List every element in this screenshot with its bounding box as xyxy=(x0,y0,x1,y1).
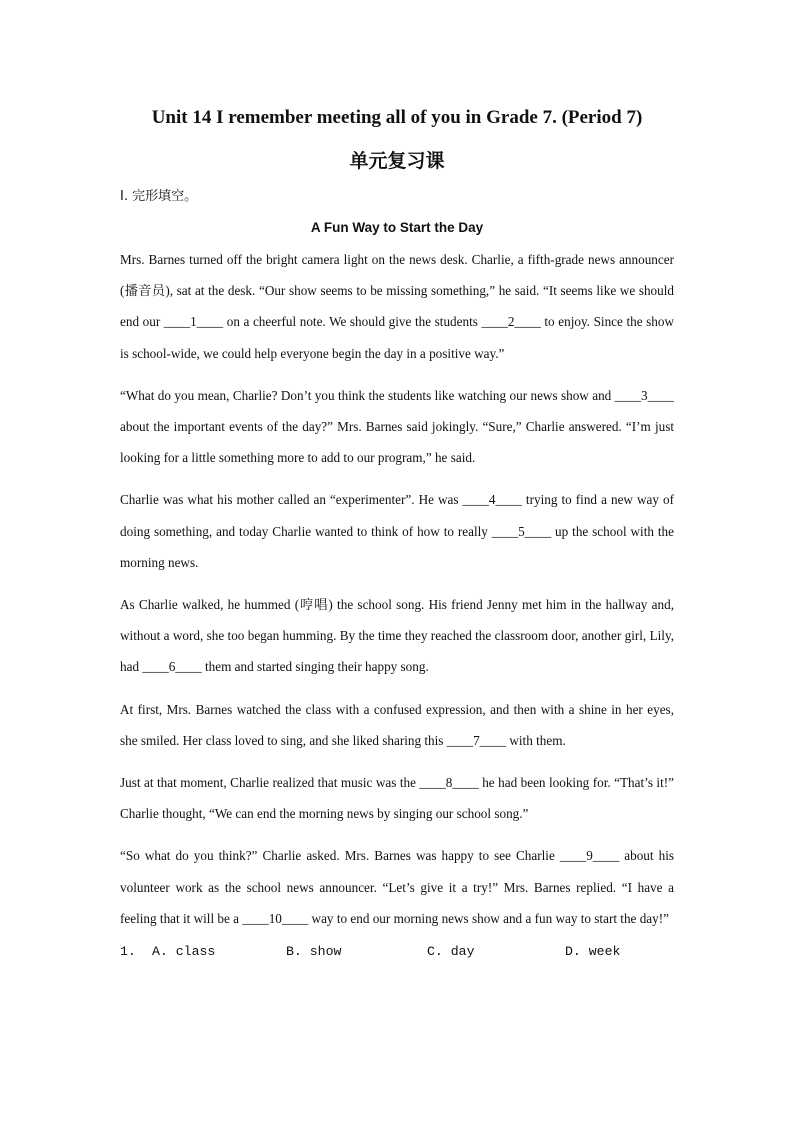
passage-paragraph-7: “So what do you think?” Charlie asked. Mrs. Barnes was happy to see Charlie ____9____ about his volunteer work as the school news announcer. “Let’s give it a try!” Mrs. Barnes replied. “I have a feeling that it will be a ____10____ way to end our morning news show and a fun way to start the day!” xyxy=(120,848,674,926)
passage-title: A Fun Way to Start the Day xyxy=(310,220,484,235)
passage-paragraph-4: As Charlie walked, he hummed (哼唱) the school song. His friend Jenny met him in the hallway and, without a word, she too began humming. By the time they reached the classroom door, another girl, Lily, had ____6____ them and started singing their happy song. xyxy=(120,597,674,675)
section-heading: Ⅰ. 完形填空。 xyxy=(120,189,198,204)
page-subtitle: 单元复习课 xyxy=(349,150,445,172)
passage-paragraph-5: At first, Mrs. Barnes watched the class with a confused expression, and then with a shine in her eyes, she smiled. Her class loved to sing, and she liked sharing this ____7____ with them. xyxy=(120,701,674,748)
passage-paragraph-1: Mrs. Barnes turned off the bright camera light on the news desk. Charlie, a fifth-grade news announcer (播音员), sat at the desk. “Our show seems to be missing something,” he said. “It seems like we should end our ____1____ on a cheerful note. We should give the students ____2____ to enjoy. Since the show is school-wide, we could help everyone begin the day in a positive way.” xyxy=(120,252,674,361)
option-b: B. show xyxy=(286,944,342,960)
option-a: A. class xyxy=(152,944,216,960)
passage-paragraph-2: “What do you mean, Charlie? Don’t you think the students like watching our news show and ____3____ about the important events of the day?” Mrs. Barnes said jokingly. “Sure,” Charlie answered. “I’m just looking for a little something more to add to our program,” he said. xyxy=(120,387,674,466)
passage-paragraph-6: Just at that moment, Charlie realized that music was the ____8____ he had been looking for. “That’s it!” Charlie thought, “We can end the morning news by singing our school song.” xyxy=(120,775,674,822)
option-c: C. day xyxy=(427,944,475,960)
passage-paragraph-3: Charlie was what his mother called an “experimenter”. He was ____4____ trying to find a new way of doing something, and today Charlie wanted to think of how to really ____5____ up the school with the morning news. xyxy=(120,492,674,570)
question-1-options xyxy=(120,939,674,965)
page-title: Unit 14 I remember meeting all of you in Grade 7. (Period 7) xyxy=(151,107,643,128)
option-d: D. week xyxy=(565,944,621,960)
question-number: 1. xyxy=(120,944,136,960)
worksheet-page xyxy=(120,104,674,965)
